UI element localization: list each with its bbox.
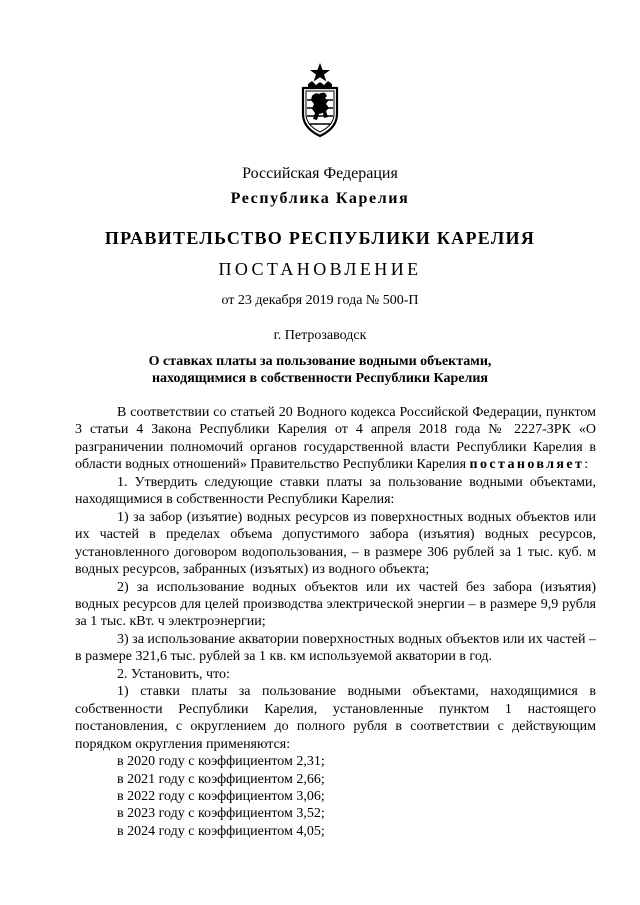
paragraph-1-item-2: 2) за использование водных объектов или их частей без забора (изъятия) водных ресурсов для целей производства электрической энергии – в размере 9,9 рубля за 1 тыс. кВт. ч электроэнергии; <box>75 579 596 630</box>
country-name: Российская Федерация <box>242 165 398 182</box>
coefficient-line: в 2024 году с коэффициентом 4,05; <box>117 823 325 839</box>
paragraph-1-item-1: 1) за забор (изъятие) водных ресурсов из поверхностных водных объектов или их частей в пределах объема допустимого забора (изъятия) водных ресурсов, установленного договором водопользования, – в размере 306 рублей за 1 тыс. куб. м водных ресурсов, забранных (изъятых) из водного объекта; <box>75 509 596 578</box>
republic-name: Республика Карелия <box>230 190 410 207</box>
document-city: г. Петрозаводск <box>273 328 367 343</box>
paragraph-1: 1. Утвердить следующие ставки платы за пользование водными объектами, находящимися в собственности Республики Карелия: <box>75 474 596 508</box>
subject-line-2: находящимися в собственности Республики Карелия <box>151 371 488 386</box>
paragraph-1-item-3: 3) за использование акватории поверхностных водных объектов или их частей – в размере 321,6 тыс. рублей за 1 кв. км используемой акватории в год. <box>75 631 596 665</box>
coat-of-arms-icon <box>298 62 342 138</box>
coefficient-line: в 2022 году с коэффициентом 3,06; <box>117 788 325 804</box>
subject-line-1: О ставках платы за пользование водными объектами, <box>148 354 492 369</box>
document-date-number: от 23 декабря 2019 года № 500-П <box>221 293 419 308</box>
government-name: ПРАВИТЕЛЬСТВО РЕСПУБЛИКИ КАРЕЛИЯ <box>104 228 536 248</box>
paragraph-2-item-1: 1) ставки платы за пользование водными объектами, находящимися в собственности Республики Карелия, установленные пунктом 1 настоящего постановления, с округлением до полного рубля в соответствии с действующим порядком округления применяются: <box>75 684 596 752</box>
coefficient-line: в 2021 году с коэффициентом 2,66; <box>117 771 325 787</box>
decree-word: постановляет <box>469 457 585 473</box>
coefficient-line: в 2023 году с коэффициентом 3,52; <box>117 806 325 822</box>
document-type: ПОСТАНОВЛЕНИЕ <box>218 259 422 279</box>
preamble-paragraph <box>75 404 596 474</box>
document-subject <box>0 353 640 387</box>
coefficient-line: в 2020 году с коэффициентом 2,31; <box>117 754 325 770</box>
preamble-text: В соответствии со статьей 20 Водного кодекса Российской Федерации, пунктом 3 статьи 4 Закона Республики Карелия от 4 апреля 2018 года № 2227-ЗРК «О разграничении полномочий органов государственной власти Республики Карелия в области водных отношений» Правительство Республики Карелия <box>75 405 596 473</box>
document-body <box>75 404 596 840</box>
decree-colon: : <box>584 457 589 473</box>
paragraph-2: 2. Установить, что: <box>117 666 230 682</box>
